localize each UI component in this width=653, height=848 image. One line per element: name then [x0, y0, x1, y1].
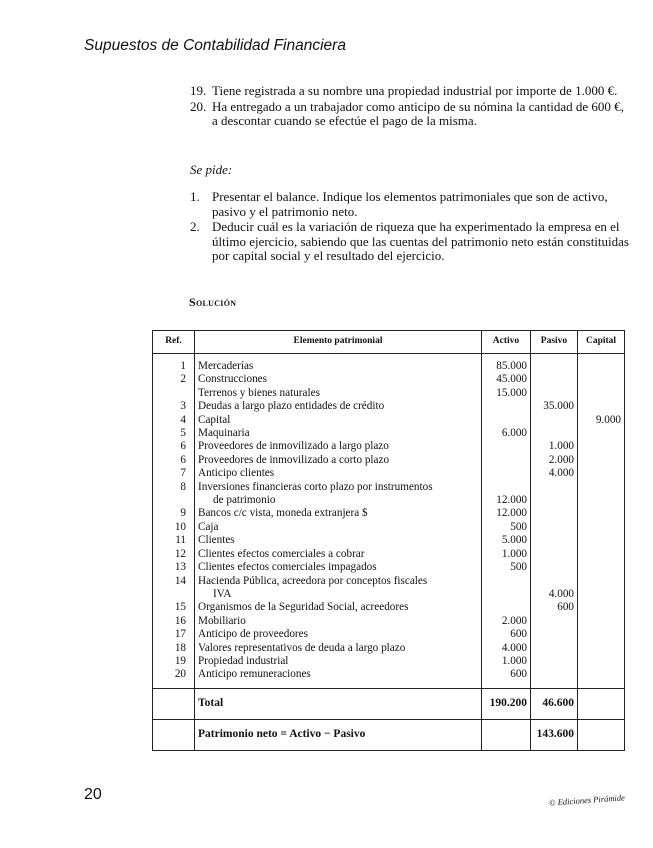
- task-item: [190, 190, 630, 219]
- row-element: Anticipo de proveedores: [195, 628, 482, 641]
- row-ref: [153, 387, 195, 400]
- header-pasivo: Pasivo: [531, 331, 578, 354]
- row-ref: 13: [153, 561, 195, 574]
- row-capital: [578, 427, 625, 440]
- row-activo: [482, 601, 531, 614]
- row-activo: 1.000: [482, 655, 531, 668]
- row-pasivo: [531, 548, 578, 561]
- row-capital: [578, 354, 625, 374]
- task-number: 1.: [190, 189, 200, 204]
- total-pasivo: 46.600: [531, 688, 578, 719]
- row-activo: 5.000: [482, 534, 531, 547]
- row-ref: 15: [153, 601, 195, 614]
- row-element: Capital: [195, 414, 482, 427]
- table-row: [153, 427, 625, 440]
- row-ref: 7: [153, 467, 195, 480]
- table-row: [153, 601, 625, 614]
- row-ref: 8: [153, 481, 195, 494]
- row-pasivo: [531, 507, 578, 520]
- task-number: 2.: [190, 219, 200, 234]
- row-element: Maquinaria: [195, 427, 482, 440]
- row-element: IVA: [195, 588, 482, 601]
- row-capital: [578, 440, 625, 453]
- publisher-footer: © Ediciones Pirámide: [548, 792, 626, 808]
- table-row: [153, 373, 625, 386]
- row-capital: [578, 615, 625, 628]
- header-capital: Capital: [578, 331, 625, 354]
- row-ref: 12: [153, 548, 195, 561]
- row-capital: [578, 561, 625, 574]
- patrimonio-row: [153, 719, 625, 750]
- row-element: Clientes efectos comerciales a cobrar: [195, 548, 482, 561]
- row-pasivo: [531, 575, 578, 588]
- patrimonio-value: 143.600: [531, 719, 578, 750]
- row-pasivo: [531, 655, 578, 668]
- row-pasivo: [531, 642, 578, 655]
- row-capital: [578, 628, 625, 641]
- row-capital: [578, 588, 625, 601]
- table-row: [153, 414, 625, 427]
- table-row: [153, 575, 625, 588]
- table-row: [153, 481, 625, 494]
- table-body: [153, 354, 625, 689]
- row-ref: 6: [153, 440, 195, 453]
- row-capital: [578, 454, 625, 467]
- solucion-heading: Solución: [189, 295, 237, 309]
- row-capital: [578, 387, 625, 400]
- row-ref: 3: [153, 400, 195, 413]
- table-row: [153, 668, 625, 688]
- row-capital: [578, 655, 625, 668]
- row-activo: [482, 467, 531, 480]
- row-ref: 14: [153, 575, 195, 588]
- row-activo: 4.000: [482, 642, 531, 655]
- row-capital: 9.000: [578, 414, 625, 427]
- table-row: [153, 561, 625, 574]
- row-ref: 20: [153, 668, 195, 688]
- row-element: Proveedores de inmovilizado a corto plazo: [195, 454, 482, 467]
- table-row: [153, 467, 625, 480]
- statement-item: [190, 84, 630, 99]
- row-element: Proveedores de inmovilizado a largo plazo: [195, 440, 482, 453]
- row-pasivo: [531, 534, 578, 547]
- row-pasivo: 1.000: [531, 440, 578, 453]
- table-row: [153, 588, 625, 601]
- row-pasivo: 4.000: [531, 588, 578, 601]
- task-text: Deducir cuál es la variación de riqueza que ha experimentado la empresa en el último ejercicio, sabiendo que las cuentas del patrimonio neto están constituidas por capital social y el resultado del ejercicio.: [212, 219, 629, 263]
- row-pasivo: [531, 521, 578, 534]
- row-pasivo: [531, 494, 578, 507]
- row-pasivo: [531, 561, 578, 574]
- row-activo: [482, 400, 531, 413]
- statement-text: Tiene registrada a su nombre una propiedad industrial por importe de 1.000 €.: [212, 83, 618, 98]
- row-ref: 6: [153, 454, 195, 467]
- row-element: Terrenos y bienes naturales: [195, 387, 482, 400]
- row-capital: [578, 481, 625, 494]
- row-activo: [482, 481, 531, 494]
- row-ref: 2: [153, 373, 195, 386]
- task-item: [190, 220, 630, 264]
- row-activo: 1.000: [482, 548, 531, 561]
- row-capital: [578, 467, 625, 480]
- row-activo: 12.000: [482, 507, 531, 520]
- total-label: Total: [195, 688, 482, 719]
- total-row: [153, 688, 625, 719]
- row-element: Construcciones: [195, 373, 482, 386]
- statement-list: [190, 84, 630, 130]
- row-element: Bancos c/c vista, moneda extranjera $: [195, 507, 482, 520]
- row-pasivo: 600: [531, 601, 578, 614]
- statement-number: 20.: [190, 98, 207, 114]
- row-element: Propiedad industrial: [195, 655, 482, 668]
- row-ref: 16: [153, 615, 195, 628]
- row-activo: 500: [482, 561, 531, 574]
- row-ref: 5: [153, 427, 195, 440]
- row-ref: 1: [153, 354, 195, 374]
- row-activo: [482, 440, 531, 453]
- row-activo: 45.000: [482, 373, 531, 386]
- se-pide-heading: Se pide:: [190, 162, 233, 177]
- row-element: Caja: [195, 521, 482, 534]
- statement-item: [190, 100, 630, 129]
- table-row: [153, 534, 625, 547]
- statement-text: Ha entregado a un trabajador como anticipo de su nómina la cantidad de 600 €, a descontar cuando se efectúe el pago de la misma.: [212, 98, 624, 128]
- row-element: Anticipo clientes: [195, 467, 482, 480]
- header-element: Elemento patrimonial: [195, 331, 482, 354]
- row-element: Inversiones financieras corto plazo por instrumentos: [195, 481, 482, 494]
- row-activo: 15.000: [482, 387, 531, 400]
- table-row: [153, 615, 625, 628]
- row-capital: [578, 521, 625, 534]
- header-ref: Ref.: [153, 331, 195, 354]
- row-activo: 12.000: [482, 494, 531, 507]
- page-number: 20: [84, 786, 102, 803]
- row-capital: [578, 400, 625, 413]
- row-activo: 2.000: [482, 615, 531, 628]
- row-activo: [482, 588, 531, 601]
- row-element: Deudas a largo plazo entidades de crédito: [195, 400, 482, 413]
- row-pasivo: [531, 427, 578, 440]
- row-ref: 19: [153, 655, 195, 668]
- row-activo: [482, 575, 531, 588]
- row-capital: [578, 642, 625, 655]
- row-capital: [578, 668, 625, 688]
- table-row: [153, 387, 625, 400]
- row-pasivo: 4.000: [531, 467, 578, 480]
- task-text: Presentar el balance. Indique los elementos patrimoniales que son de activo, pasivo y el patrimonio neto.: [212, 189, 608, 219]
- row-capital: [578, 548, 625, 561]
- row-capital: [578, 601, 625, 614]
- row-element: Anticipo remuneraciones: [195, 668, 482, 688]
- row-element: Hacienda Pública, acreedora por conceptos fiscales: [195, 575, 482, 588]
- row-activo: 6.000: [482, 427, 531, 440]
- row-ref: 4: [153, 414, 195, 427]
- row-ref: 18: [153, 642, 195, 655]
- row-capital: [578, 575, 625, 588]
- row-element: de patrimonio: [195, 494, 482, 507]
- row-element: Organismos de la Seguridad Social, acreedores: [195, 601, 482, 614]
- row-activo: 85.000: [482, 354, 531, 374]
- patrimonio-label: Patrimonio neto = Activo − Pasivo: [195, 719, 482, 750]
- row-pasivo: [531, 354, 578, 374]
- row-capital: [578, 507, 625, 520]
- row-element: Clientes: [195, 534, 482, 547]
- statement-number: 19.: [190, 83, 207, 98]
- row-activo: [482, 454, 531, 467]
- task-list: [190, 190, 630, 265]
- row-activo: 500: [482, 521, 531, 534]
- row-element: Valores representativos de deuda a largo plazo: [195, 642, 482, 655]
- running-header: Supuestos de Contabilidad Financiera: [84, 37, 346, 54]
- row-ref: 11: [153, 534, 195, 547]
- row-ref: 17: [153, 628, 195, 641]
- row-ref: [153, 588, 195, 601]
- row-capital: [578, 373, 625, 386]
- row-pasivo: 2.000: [531, 454, 578, 467]
- row-activo: 600: [482, 628, 531, 641]
- row-pasivo: [531, 668, 578, 688]
- table-row: [153, 548, 625, 561]
- row-ref: 9: [153, 507, 195, 520]
- header-activo: Activo: [482, 331, 531, 354]
- row-ref: [153, 494, 195, 507]
- row-pasivo: [531, 481, 578, 494]
- table-row: [153, 354, 625, 374]
- row-element: Mercaderías: [195, 354, 482, 374]
- total-activo: 190.200: [482, 688, 531, 719]
- table-row: [153, 400, 625, 413]
- table-row: [153, 642, 625, 655]
- table-row: [153, 454, 625, 467]
- table-row: [153, 494, 625, 507]
- table-row: [153, 655, 625, 668]
- row-activo: [482, 414, 531, 427]
- row-pasivo: [531, 414, 578, 427]
- table-row: [153, 521, 625, 534]
- balance-table: [152, 330, 625, 751]
- table-row: [153, 507, 625, 520]
- row-pasivo: [531, 373, 578, 386]
- row-element: Mobiliario: [195, 615, 482, 628]
- row-ref: 10: [153, 521, 195, 534]
- row-pasivo: [531, 387, 578, 400]
- row-activo: 600: [482, 668, 531, 688]
- row-pasivo: [531, 615, 578, 628]
- table-row: [153, 628, 625, 641]
- row-capital: [578, 534, 625, 547]
- table-row: [153, 440, 625, 453]
- row-element: Clientes efectos comerciales impagados: [195, 561, 482, 574]
- table-header-row: [153, 331, 625, 354]
- row-pasivo: 35.000: [531, 400, 578, 413]
- row-capital: [578, 494, 625, 507]
- row-pasivo: [531, 628, 578, 641]
